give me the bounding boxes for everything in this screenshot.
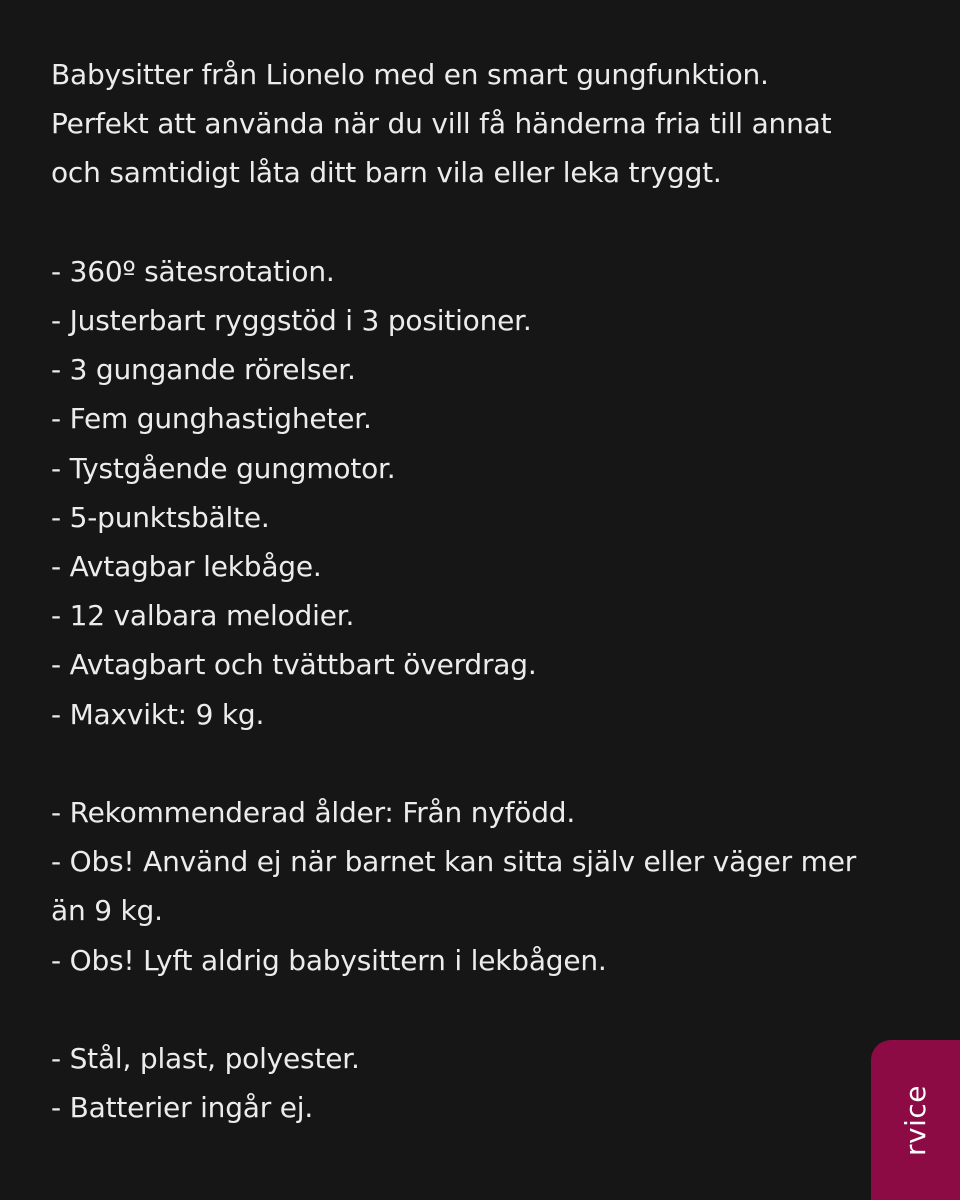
material-item: - Stål, plast, polyester. [51, 1042, 360, 1076]
feature-item: - 12 valbara melodier. [51, 599, 355, 633]
paragraph-spacer [51, 198, 911, 247]
feature-item: - 3 gungande rörelser. [51, 353, 356, 387]
service-tab-label: rvice [899, 1085, 932, 1156]
warning-item: - Obs! Använd ej när barnet kan sitta själv eller väger mer [51, 845, 857, 879]
feature-item: - 360º sätesrotation. [51, 254, 335, 288]
material-item: - Batterier ingår ej. [51, 1091, 314, 1125]
warning-item: - Obs! Lyft aldrig babysittern i lekbågen. [51, 943, 607, 977]
product-description [51, 50, 911, 1132]
description-line: Perfekt att använda när du vill få händerna fria till annat [51, 107, 832, 141]
description-line: och samtidigt låta ditt barn vila eller leka tryggt. [51, 156, 722, 190]
feature-item: - Maxvikt: 9 kg. [51, 697, 265, 731]
paragraph-spacer [51, 985, 911, 1034]
feature-item: - Fem gunghastigheter. [51, 402, 372, 436]
feature-item: - 5-punktsbälte. [51, 500, 270, 534]
warning-item: - Rekommenderad ålder: Från nyfödd. [51, 796, 576, 830]
paragraph-spacer [51, 739, 911, 788]
feature-item: - Tystgående gungmotor. [51, 451, 396, 485]
feature-item: - Avtagbart och tvättbart överdrag. [51, 648, 537, 682]
warning-item: än 9 kg. [51, 894, 163, 928]
feature-item: - Justerbart ryggstöd i 3 positioner. [51, 304, 532, 337]
customer-service-tab[interactable] [871, 1040, 960, 1200]
feature-item: - Avtagbar lekbåge. [51, 550, 322, 584]
description-line: Babysitter från Lionelo med en smart gungfunktion. [51, 58, 769, 91]
